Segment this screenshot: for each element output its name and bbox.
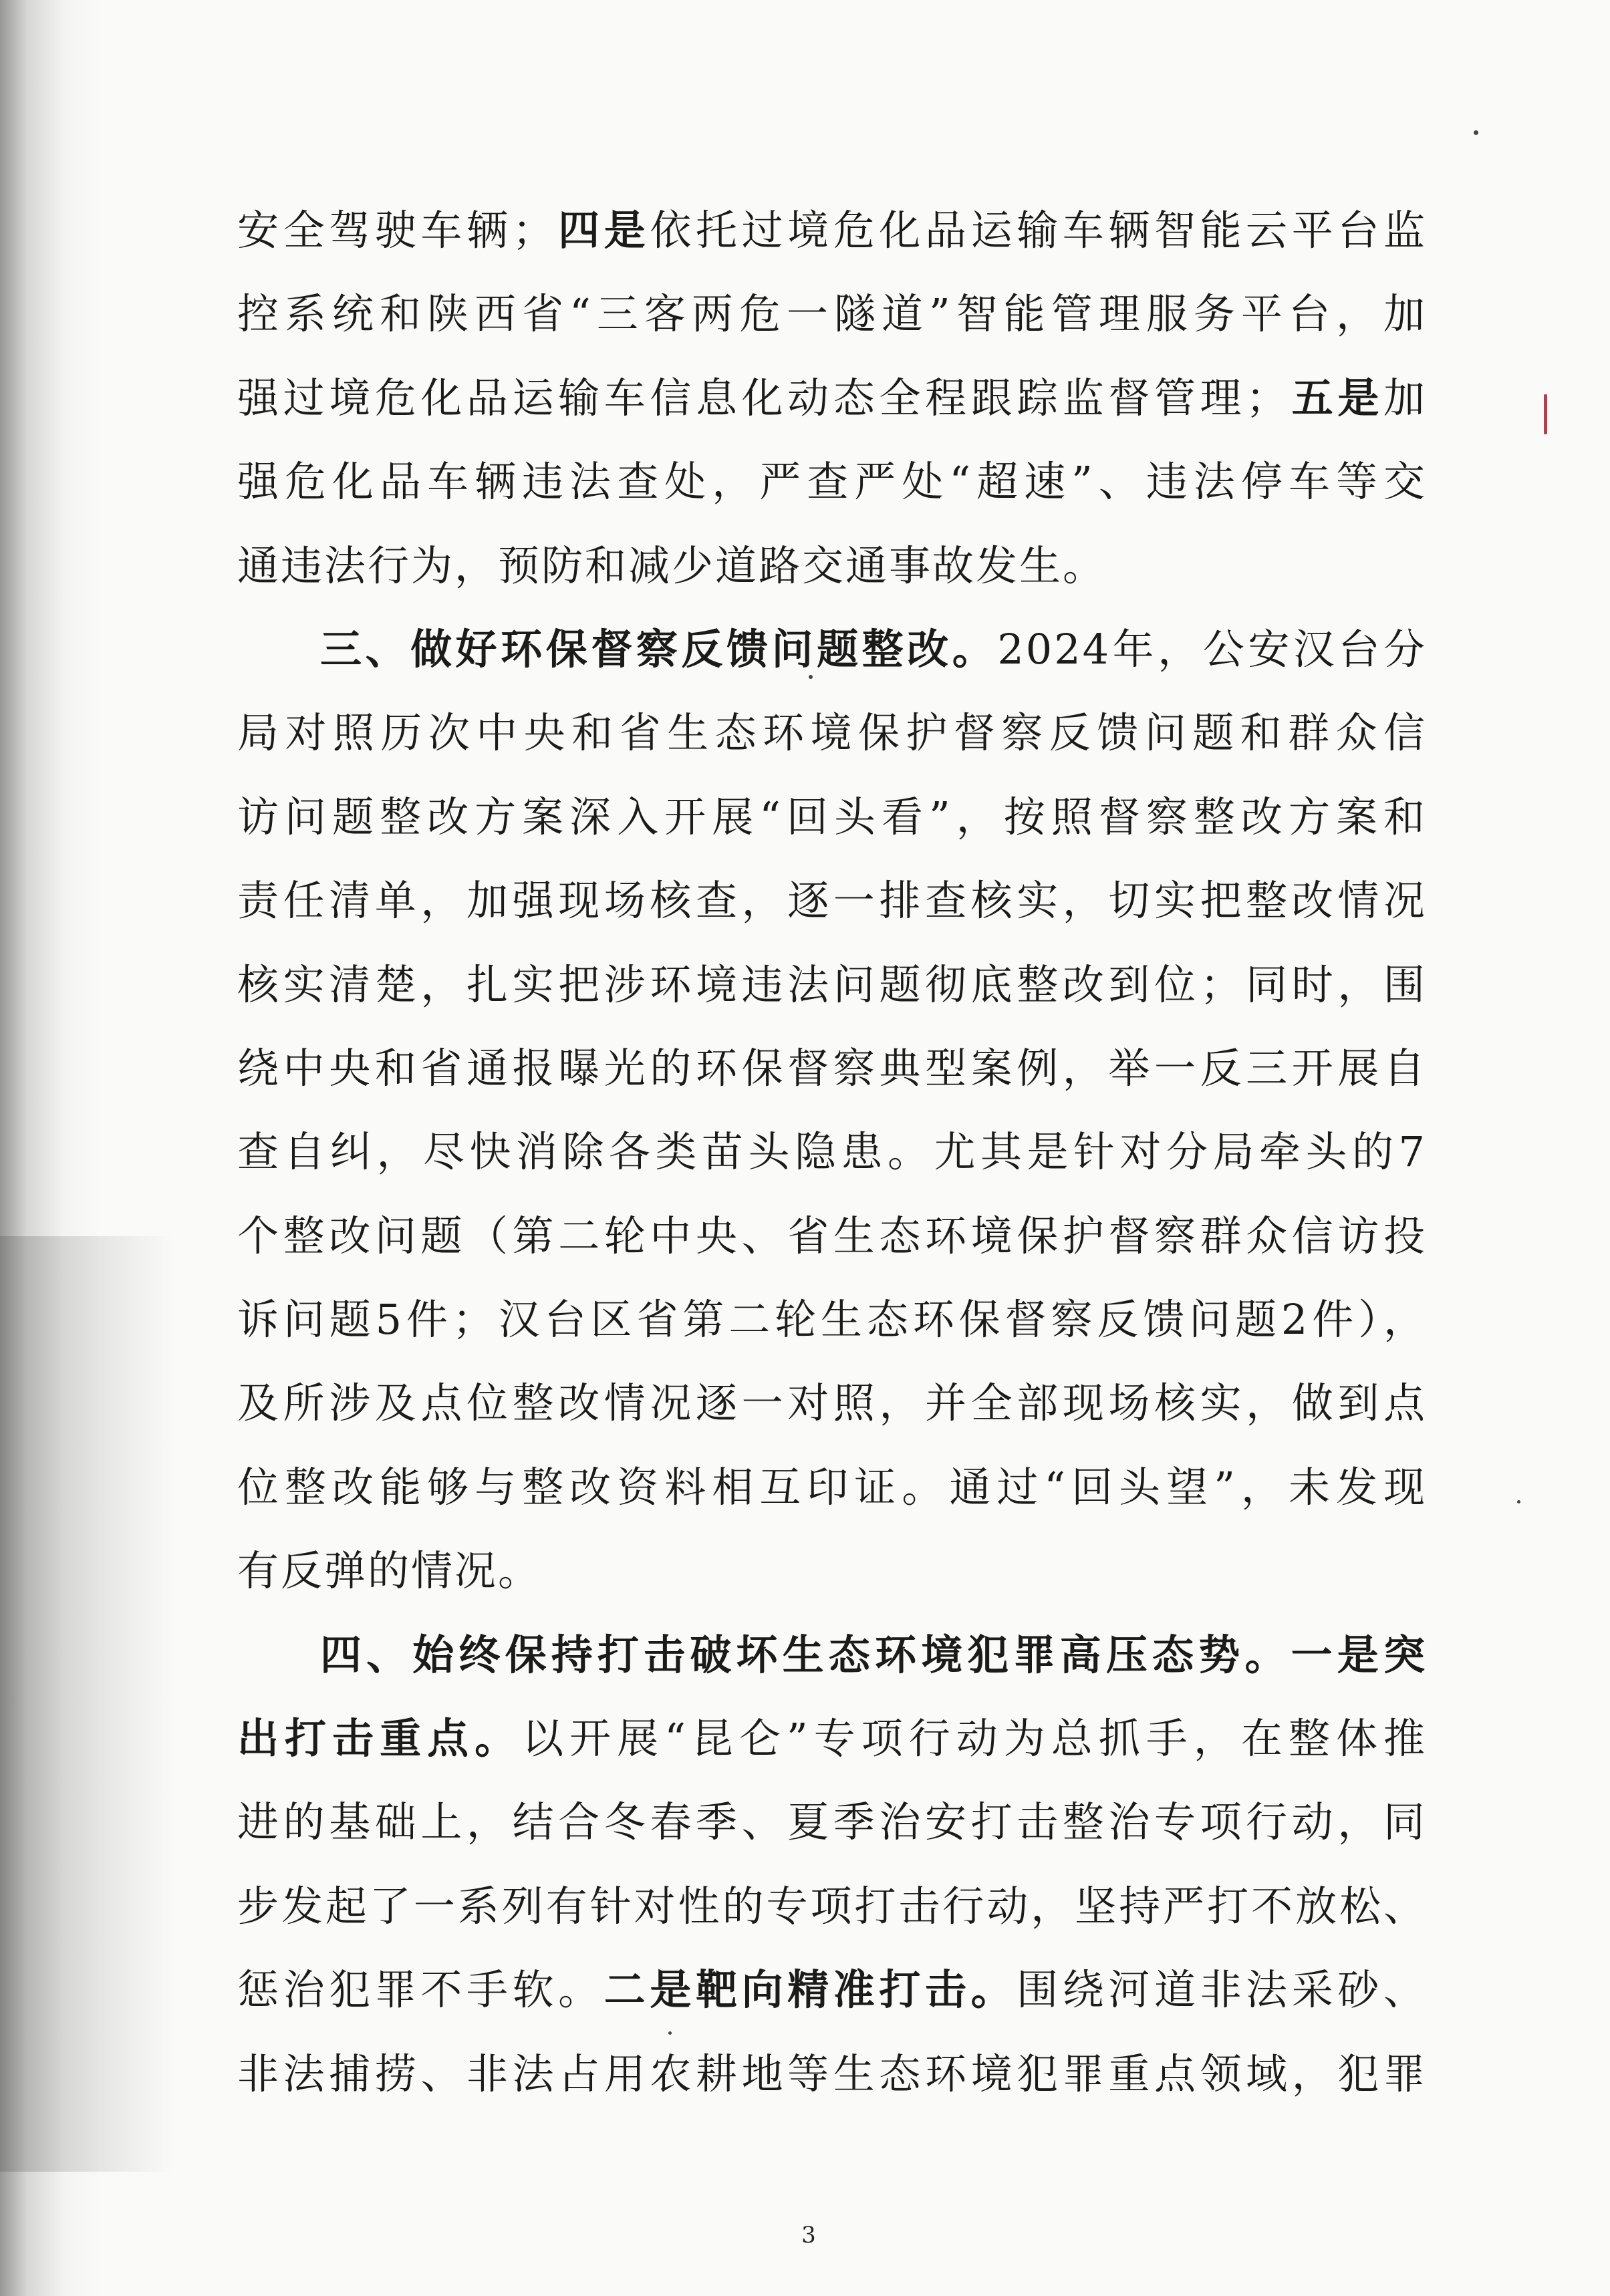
text-run: 及所涉及点位整改情况逐一对照，并全部现场核实，做到点 <box>237 1379 1427 1428</box>
text-line <box>237 1613 1427 1697</box>
text-run: 局对照历次中央和省生态环境保护督察反馈问题和群众信 <box>237 708 1427 758</box>
bold-text-run: 一是突 <box>1291 1630 1427 1679</box>
text-run: 强危化品车辆违法查处，严查严处“超速”、违法停车等交 <box>237 457 1427 507</box>
text-line <box>237 440 1427 523</box>
text-run: 依托过境危化品运输车辆智能云平台监 <box>650 206 1427 255</box>
text-line <box>237 2032 1427 2116</box>
text-run: 个整改问题（第二轮中央、省生态环境保护督察群众信访投 <box>237 1211 1427 1260</box>
text-line <box>237 1445 1427 1529</box>
text-line <box>237 775 1427 859</box>
document-body <box>237 188 1427 2116</box>
text-run: 访问题整改方案深入开展“回头看”，按照督察整改方案和 <box>237 792 1427 841</box>
text-run: 安全驾驶车辆； <box>237 206 556 255</box>
text-line <box>237 1110 1427 1193</box>
scan-edge-shadow-lower <box>0 1236 174 2172</box>
bold-text-run: 四、始终保持打击破坏生态环境犯罪高压态势。 <box>320 1630 1291 1679</box>
text-run: 非法捕捞、非法占用农耕地等生态环境犯罪重点领域，犯罪 <box>237 2049 1427 2098</box>
text-run: 围绕河道非法采砂、 <box>1017 1965 1427 2015</box>
text-line <box>237 1194 1427 1278</box>
text-run: 强过境危化品运输车信息化动态全程跟踪监督管理； <box>237 373 1290 422</box>
text-line <box>237 859 1427 942</box>
text-line <box>237 1361 1427 1445</box>
text-line <box>237 356 1427 440</box>
text-run: 以开展“昆仑”专项行动为总抓手，在整体推 <box>522 1714 1427 1763</box>
text-run: 位整改能够与整改资料相互印证。通过“回头望”，未发现 <box>237 1462 1427 1512</box>
text-line <box>237 272 1427 355</box>
text-line <box>237 607 1427 691</box>
text-line <box>237 1278 1427 1361</box>
text-run: 步发起了一系列有针对性的专项打击行动，坚持严打不放松、 <box>237 1881 1427 1930</box>
text-line <box>237 1697 1427 1780</box>
text-run: 查自纠，尽快消除各类苗头隐患。尤其是针对分局牵头的7 <box>237 1127 1427 1177</box>
text-run: 惩治犯罪不手软。 <box>237 1965 604 2015</box>
text-run: 加 <box>1383 373 1427 422</box>
text-run: 2024年，公安汉台分 <box>997 624 1427 674</box>
text-run: 有反弹的情况。 <box>237 1546 542 1596</box>
text-line <box>237 1864 1427 1948</box>
red-ink-mark <box>1544 394 1547 434</box>
bold-text-run: 出打击重点。 <box>237 1714 523 1763</box>
bold-text-run: 三、做好环保督察反馈问题整改。 <box>320 624 998 674</box>
text-line <box>237 943 1427 1026</box>
page-number: 3 <box>801 2222 816 2249</box>
text-run: 绕中央和省通报曝光的环保督察典型案例，举一反三开展自 <box>237 1043 1427 1093</box>
scan-speck <box>1474 130 1478 135</box>
text-line <box>237 1529 1427 1612</box>
bold-text-run: 五是 <box>1289 373 1383 422</box>
scan-speck <box>1517 1500 1520 1503</box>
text-line <box>237 1948 1427 2031</box>
text-run: 责任清单，加强现场核查，逐一排查核实，切实把整改情况 <box>237 876 1427 925</box>
text-line <box>237 188 1427 272</box>
text-line <box>237 1026 1427 1110</box>
text-run: 通违法行为，预防和减少道路交通事故发生。 <box>237 541 1107 590</box>
text-run: 控系统和陕西省“三客两危一隧道”智能管理服务平台，加 <box>237 289 1427 339</box>
text-line <box>237 1780 1427 1864</box>
text-run: 进的基础上，结合冬春季、夏季治安打击整治专项行动，同 <box>237 1798 1427 1847</box>
bold-text-run: 二是靶向精准打击。 <box>603 1965 1017 2015</box>
text-line <box>237 524 1427 607</box>
text-line <box>237 691 1427 774</box>
bold-text-run: 四是 <box>555 206 650 255</box>
text-run: 核实清楚，扎实把涉环境违法问题彻底整改到位；同时，围 <box>237 960 1427 1009</box>
text-run: 诉问题5件；汉台区省第二轮生态环保督察反馈问题2件）， <box>237 1295 1427 1344</box>
